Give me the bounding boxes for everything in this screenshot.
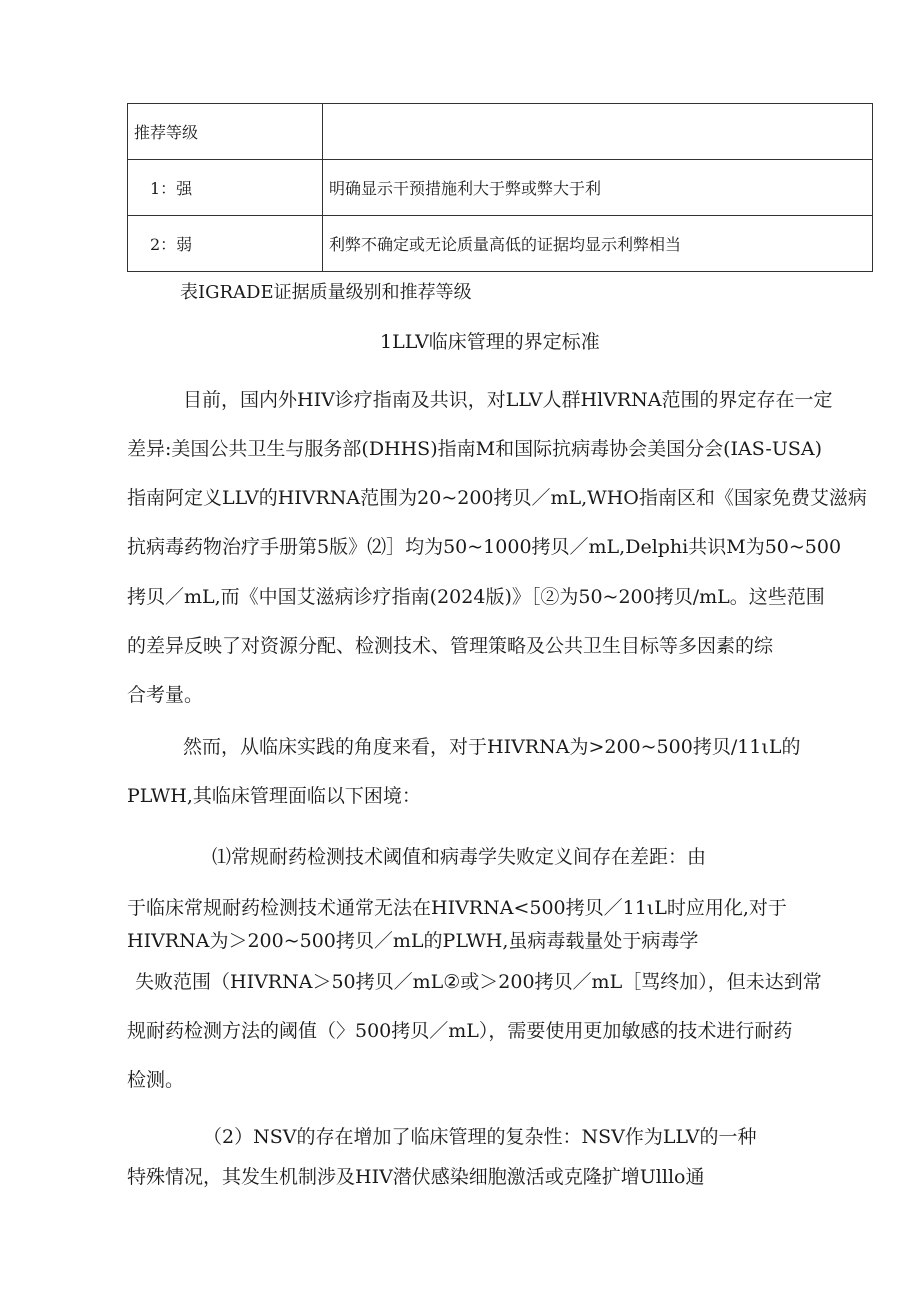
table-row: [128, 216, 873, 272]
body-text-line: 失败范围（HIVRNA＞50拷贝／mL②或＞200拷贝／mL［骂终加），但未达到常: [135, 971, 822, 993]
table-header-cell: 推荐等级: [128, 104, 323, 160]
body-text-line: 检测。: [127, 1069, 185, 1091]
body-text-line: ⑴常规耐药检测技术阈值和病毒学失败定义间存在差距：由: [212, 846, 707, 868]
table-caption: 表IGRADE证据质量级别和推荐等级: [180, 282, 472, 303]
body-text-line: PLWH,其临床管理面临以下困境：: [127, 785, 421, 807]
table-cell-level: 2：弱: [128, 216, 323, 272]
table-cell-level: 1：强: [128, 160, 323, 216]
body-text-line: 的差异反映了对资源分配、检测技术、管理策略及公共卫生目标等多因素的综: [127, 635, 774, 657]
body-text-line: 合考量。: [127, 684, 204, 706]
body-text-line: 特殊情况，其发生机制涉及HIV潜伏感染细胞激活或克隆扩增Ulllo通: [127, 1166, 705, 1188]
body-text-line: 差异:美国公共卫生与服务部(DHHS)指南M和国际抗病毒协会美国分会(IAS-USA): [127, 438, 823, 460]
table-header-cell: [323, 104, 873, 160]
recommendation-table: [127, 103, 873, 272]
section-heading: 1LLV临床管理的界定标准: [380, 331, 600, 353]
body-text-line: （2）NSV的存在增加了临床管理的复杂性：NSV作为LLV的一种: [203, 1126, 757, 1148]
table-header-row: [128, 104, 873, 160]
body-text-line: 抗病毒药物治疗手册第5版》⑵］均为50~1000拷贝／mL,Delphi共识M为50~500: [127, 536, 842, 558]
table-cell-description: 明确显示干预措施利大于弊或弊大于利: [323, 160, 873, 216]
table-row: [128, 160, 873, 216]
body-text-line: 指南阿定义LLV的HIVRNA范围为20~200拷贝／mL,WHO指南区和《国家免费艾滋病: [127, 487, 867, 509]
body-text-line: HIVRNA为＞200~500拷贝／mL的PLWH,虽病毒载量处于病毒学: [127, 930, 699, 952]
body-text-line: 规耐药检测方法的阈值（〉500拷贝／mL），需要使用更加敏感的技术进行耐药: [127, 1020, 793, 1042]
body-text-line: 拷贝／mL,而《中国艾滋病诊疗指南(2024版)》［②为50~200拷贝/mL。这些范围: [127, 586, 825, 608]
body-text-line: 然而，从临床实践的角度来看，对于HIVRNA为>200~500拷贝/11ιL的: [183, 736, 801, 758]
body-text-line: 目前，国内外HIV诊疗指南及共识，对LLV人群HlVRNA范围的界定存在一定: [183, 389, 833, 411]
body-text-line: 于临床常规耐药检测技术通常无法在HIVRNA<500拷贝／11ιL时应用化,对于: [127, 897, 787, 919]
table-cell-description: 利弊不确定或无论质量高低的证据均显示利弊相当: [323, 216, 873, 272]
